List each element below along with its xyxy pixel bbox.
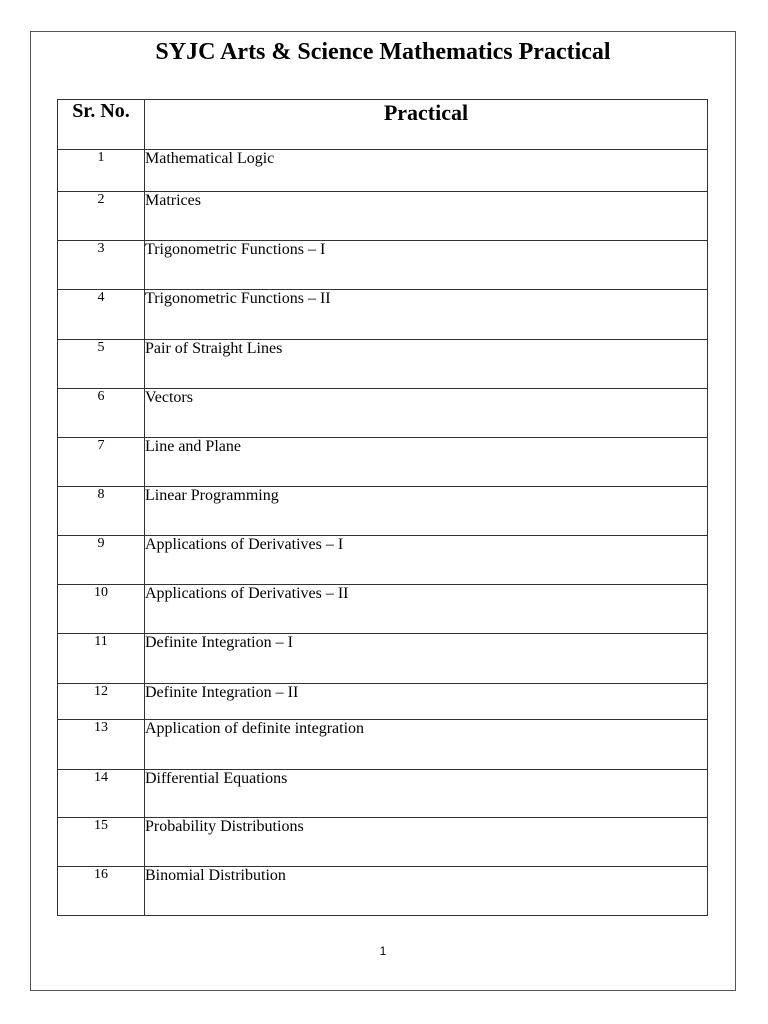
row-number: 4	[58, 290, 145, 340]
row-number: 6	[58, 389, 145, 438]
practical-name: Definite Integration – I	[145, 634, 708, 684]
table-row	[58, 487, 708, 536]
practical-name: Trigonometric Functions – I	[145, 241, 708, 290]
practical-name: Applications of Derivatives – I	[145, 536, 708, 585]
row-number: 14	[58, 770, 145, 818]
table-row	[58, 684, 708, 720]
header-practical: Practical	[145, 100, 708, 150]
row-number: 9	[58, 536, 145, 585]
table-row	[58, 770, 708, 818]
table-row	[58, 536, 708, 585]
row-number: 10	[58, 585, 145, 634]
table-row	[58, 340, 708, 389]
practical-name: Matrices	[145, 192, 708, 241]
practicals-table	[57, 99, 708, 916]
row-number: 15	[58, 818, 145, 867]
practical-name: Differential Equations	[145, 770, 708, 818]
table-row	[58, 192, 708, 241]
practical-name: Definite Integration – II	[145, 684, 708, 720]
practical-name: Linear Programming	[145, 487, 708, 536]
table-row	[58, 585, 708, 634]
practical-name: Mathematical Logic	[145, 150, 708, 192]
practical-name: Trigonometric Functions – II	[145, 290, 708, 340]
practical-name: Vectors	[145, 389, 708, 438]
row-number: 2	[58, 192, 145, 241]
table-row	[58, 438, 708, 487]
row-number: 11	[58, 634, 145, 684]
row-number: 12	[58, 684, 145, 720]
row-number: 8	[58, 487, 145, 536]
table-row	[58, 720, 708, 770]
practical-name: Applications of Derivatives – II	[145, 585, 708, 634]
document-title: SYJC Arts & Science Mathematics Practical	[155, 39, 611, 65]
practical-name: Pair of Straight Lines	[145, 340, 708, 389]
table-row	[58, 389, 708, 438]
header-sr-no: Sr. No.	[58, 100, 145, 150]
row-number: 5	[58, 340, 145, 389]
table-row	[58, 290, 708, 340]
table-row	[58, 150, 708, 192]
row-number: 16	[58, 867, 145, 916]
practical-name: Line and Plane	[145, 438, 708, 487]
practical-name: Probability Distributions	[145, 818, 708, 867]
row-number: 7	[58, 438, 145, 487]
practical-name: Application of definite integration	[145, 720, 708, 770]
table-row	[58, 818, 708, 867]
table-row	[58, 241, 708, 290]
table-row	[58, 867, 708, 916]
table-header-row	[58, 100, 708, 150]
table-row	[58, 634, 708, 684]
row-number: 3	[58, 241, 145, 290]
page-number: 1	[379, 944, 387, 958]
row-number: 1	[58, 150, 145, 192]
row-number: 13	[58, 720, 145, 770]
practical-name: Binomial Distribution	[145, 867, 708, 916]
